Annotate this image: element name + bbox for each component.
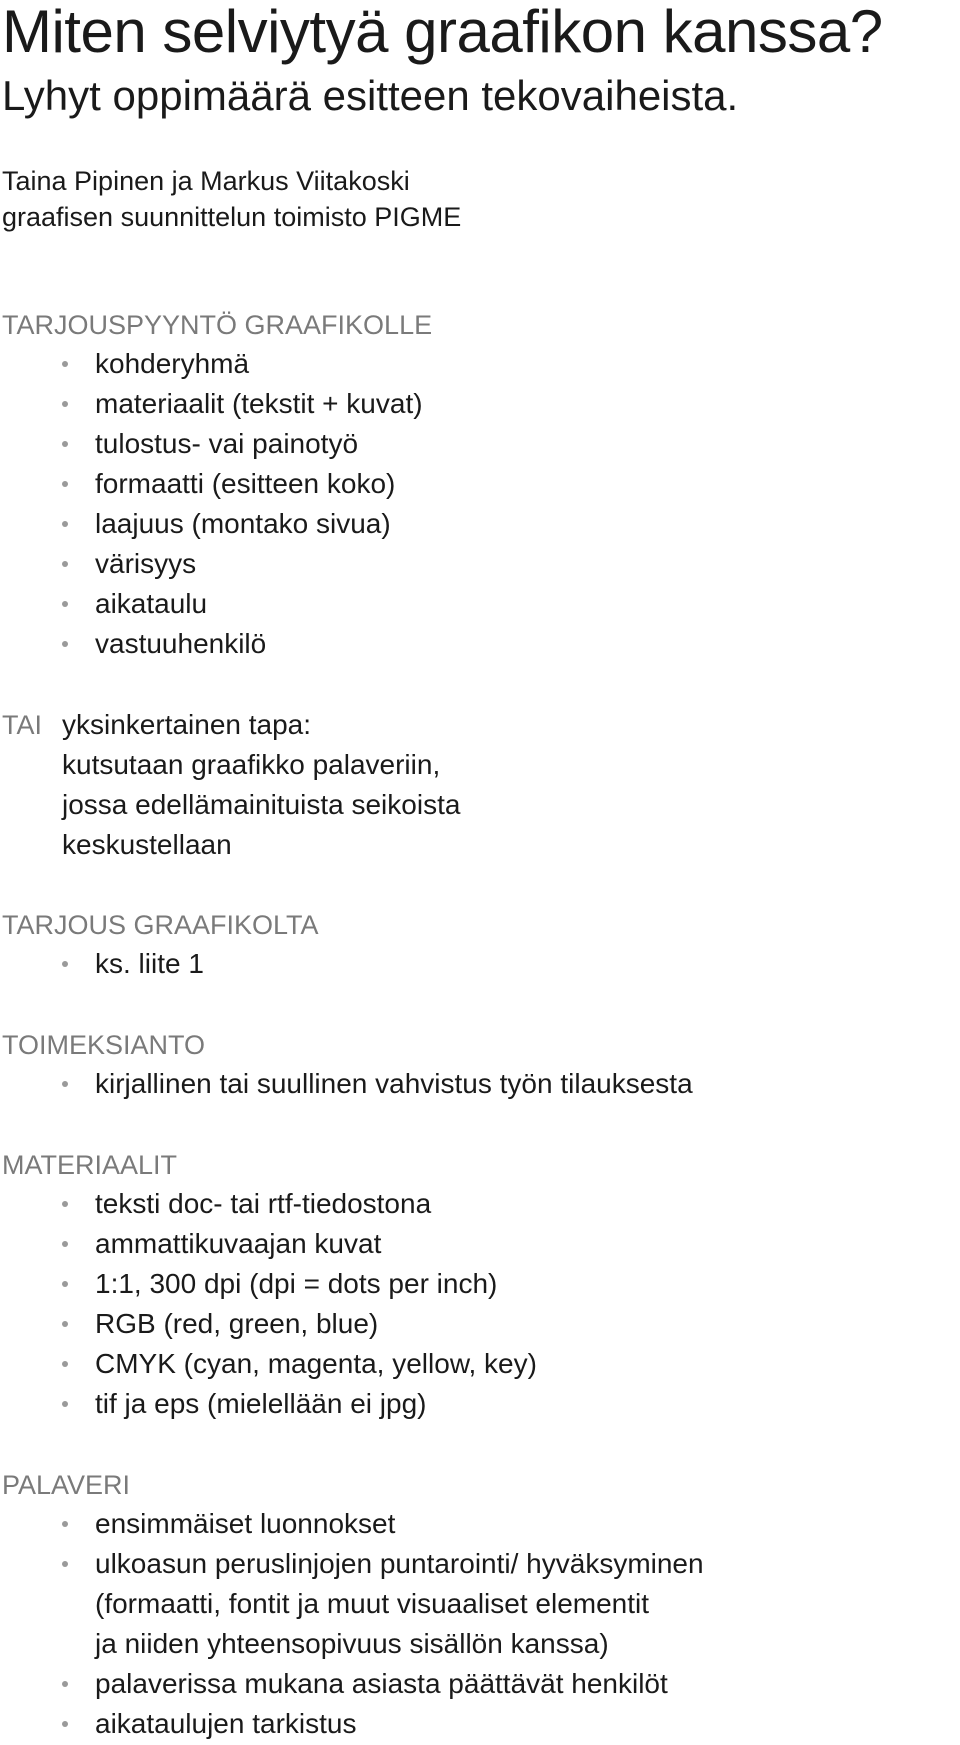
tai-line: keskustellaan [62,829,232,860]
list-item: ks. liite 1 [0,944,204,984]
bullet-icon [62,1201,68,1207]
list-item: tif ja eps (mielellään ei jpg) [0,1384,537,1424]
list-item: värisyys [0,544,423,584]
list-item: kirjallinen tai suullinen vahvistus työn tilauksesta [0,1064,693,1104]
list-item: RGB (red, green, blue) [0,1304,537,1344]
tarjouspyynto-list [0,344,423,664]
section-heading-tarjouspyynto: TARJOUSPYYNTÖ GRAAFIKOLLE [2,310,433,340]
tai-text [62,705,460,865]
bullet-icon [62,1361,68,1367]
bullet-icon [62,401,68,407]
section-heading-palaveri: PALAVERI [2,1470,131,1500]
bullet-icon [62,1721,68,1727]
tai-line: jossa edellämainituista seikoista [62,789,461,820]
palaveri-list-b [0,1664,668,1744]
tarjous-list [0,944,204,984]
list-item: kohderyhmä [0,344,423,384]
palaveri-list-a [0,1504,704,1584]
bullet-icon [62,481,68,487]
section-heading-tarjous: TARJOUS GRAAFIKOLTA [2,910,319,940]
bullet-icon [62,1241,68,1247]
toimeksianto-list [0,1064,693,1104]
tai-line: kutsutaan graafikko palaveriin, [62,749,441,780]
list-item: CMYK (cyan, magenta, yellow, key) [0,1344,537,1384]
list-item: teksti doc- tai rtf-tiedostona [0,1184,537,1224]
page-title: Miten selviytyä graafikon kanssa? [2,0,883,65]
author-company: graafisen suunnittelun toimisto PIGME [2,202,462,232]
section-heading-materiaalit: MATERIAALIT [2,1150,178,1180]
bullet-icon [62,1561,68,1567]
bullet-icon [62,601,68,607]
list-item: laajuus (montako sivua) [0,504,423,544]
bullet-icon [62,641,68,647]
list-item: aikataulujen tarkistus [0,1704,668,1744]
list-item: palaverissa mukana asiasta päättävät henkilöt [0,1664,668,1704]
bullet-icon [62,1521,68,1527]
list-item: materiaalit (tekstit + kuvat) [0,384,423,424]
page-subtitle: Lyhyt oppimäärä esitteen tekovaiheista. [2,72,739,119]
bullet-icon [62,361,68,367]
materiaalit-list [0,1184,537,1424]
list-item: ammattikuvaajan kuvat [0,1224,537,1264]
list-item: vastuuhenkilö [0,624,423,664]
bullet-icon [62,521,68,527]
list-item: ulkoasun peruslinjojen puntarointi/ hyväksyminen [0,1544,704,1584]
bullet-icon [62,1281,68,1287]
bullet-icon [62,1321,68,1327]
bullet-icon [62,441,68,447]
tai-line: yksinkertainen tapa: [62,709,312,740]
list-item: aikataulu [0,584,423,624]
bullet-icon [62,561,68,567]
list-item: formaatti (esitteen koko) [0,464,423,504]
list-item: ensimmäiset luonnokset [0,1504,704,1544]
list-item-continuation: ja niiden yhteensopivuus sisällön kanssa) [95,1628,609,1659]
section-heading-toimeksianto: TOIMEKSIANTO [2,1030,206,1060]
list-item: 1:1, 300 dpi (dpi = dots per inch) [0,1264,537,1304]
author-names: Taina Pipinen ja Markus Viitakoski [2,166,410,196]
bullet-icon [62,1401,68,1407]
tai-label: TAI [2,710,42,740]
bullet-icon [62,1681,68,1687]
bullet-icon [62,961,68,967]
list-item: tulostus- vai painotyö [0,424,423,464]
bullet-icon [62,1081,68,1087]
list-item-continuation: (formaatti, fontit ja muut visuaaliset elementit [95,1588,650,1619]
